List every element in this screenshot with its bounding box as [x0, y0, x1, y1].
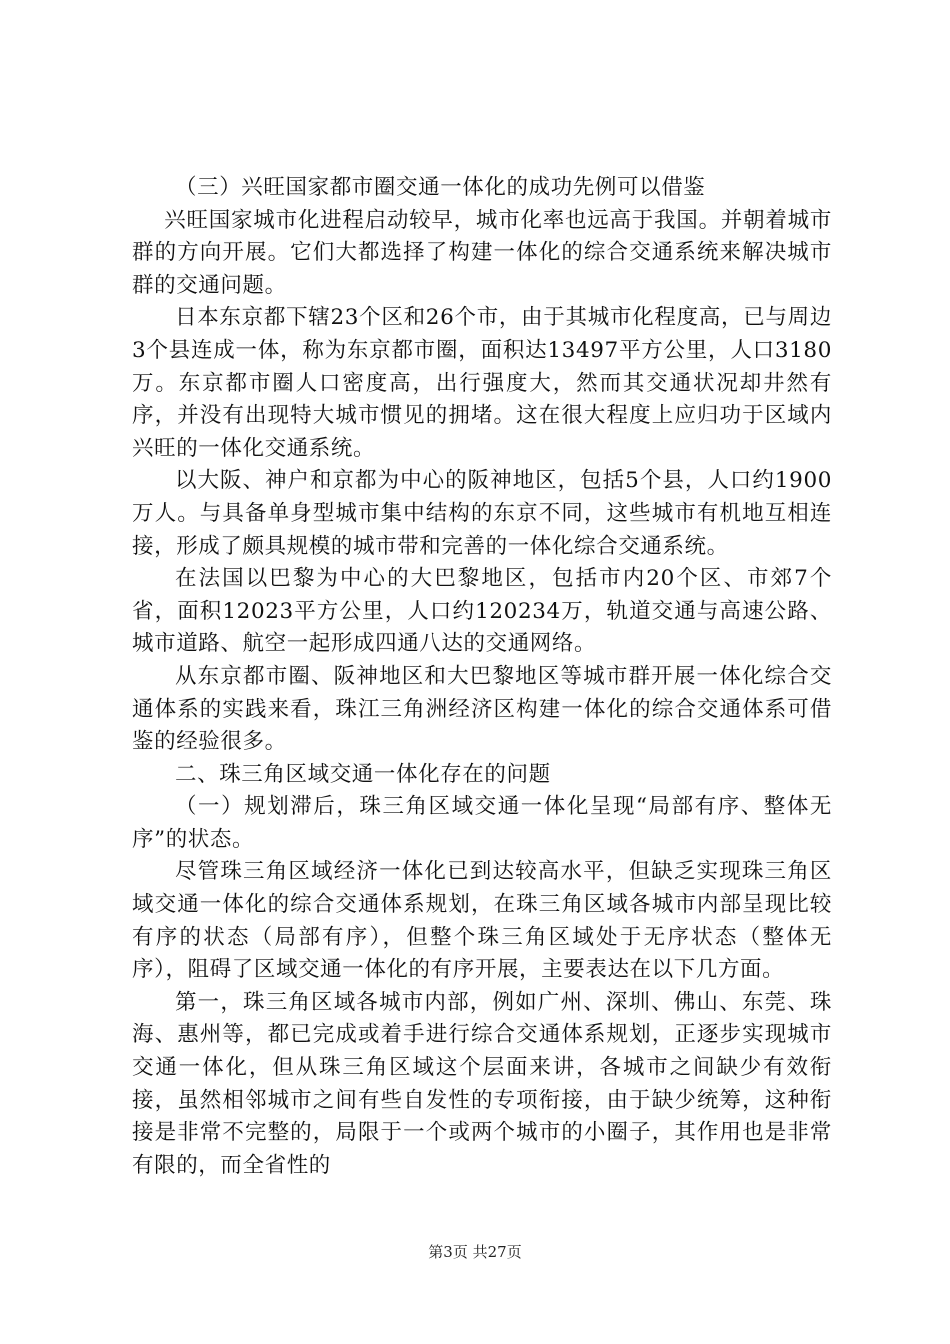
subsection-heading-1: （一）规划滞后，珠三角区域交通一体化呈现“局部有序、整体无序”的状态。: [132, 794, 832, 852]
page-number-label: 第3页 共27页: [428, 1243, 522, 1261]
paragraph: 兴旺国家城市化进程启动较早，城市化率也远高于我国。并朝着城市群的方向开展。它们大都选择了构建一体化的综合交通系统来解决城市群的交通问题。: [132, 207, 832, 298]
paragraph: 第一，珠三角区域各城市内部，例如广州、深圳、佛山、东莞、珠海、惠州等，都已完成或着手进行综合交通体系规划，正逐步实现城市交通一体化，但从珠三角区域这个层面来讲，各城市之间缺少有效衔接，虽然相邻城市之间有些自发性的专项衔接，由于缺少统筹，这种衔接是非常不完整的，局限于一个或两个城市的小圈子，其作用也是非常有限的，而全省性的: [132, 989, 832, 1178]
paragraph: 从东京都市圈、阪神地区和大巴黎地区等城市群开展一体化综合交通体系的实践来看，珠江三角洲经济区构建一体化的综合交通体系可借鉴的经验很多。: [132, 663, 832, 755]
page-footer: [0, 1241, 950, 1262]
paragraph: 在法国以巴黎为中心的大巴黎地区，包括市内20个区、市郊7个省，面积12023平方公里，人口约120234万，轨道交通与高速公路、城市道路、航空一起形成四通八达的交通网络。: [132, 566, 832, 657]
paragraph: 以大阪、神户和京都为中心的阪神地区，包括5个县，人口约1900万人。与具备单身型城市集中结构的东京不同，这些城市有机地互相连接，形成了颇具规模的城市带和完善的一体化综合交通系统。: [132, 468, 832, 559]
document-body: [132, 172, 832, 1182]
paragraph: 日本东京都下辖23个区和26个市，由于其城市化程度高，已与周边3个县连成一体，称为东京都市圈，面积达13497平方公里，人口3180万。东京都市圈人口密度高，出行强度大，然而其交通状况却井然有序，并没有出现特大城市惯见的拥堵。这在很大程度上应归功于区域内兴旺的一体化交通系统。: [132, 305, 832, 461]
section-heading-2: 二、珠三角区域交通一体化存在的问题: [175, 761, 551, 787]
paragraph: 尽管珠三角区域经济一体化已到达较高水平，但缺乏实现珠三角区域交通一体化的综合交通体系规划，在珠三角区域各城市内部呈现比较有序的状态（局部有序），但整个珠三角区域处于无序状态（整体无序），阻碍了区域交通一体化的有序开展，主要表达在以下几方面。: [132, 859, 832, 983]
section-heading-3: （三）兴旺国家都市圈交通一体化的成功先例可以借鉴: [175, 175, 706, 200]
